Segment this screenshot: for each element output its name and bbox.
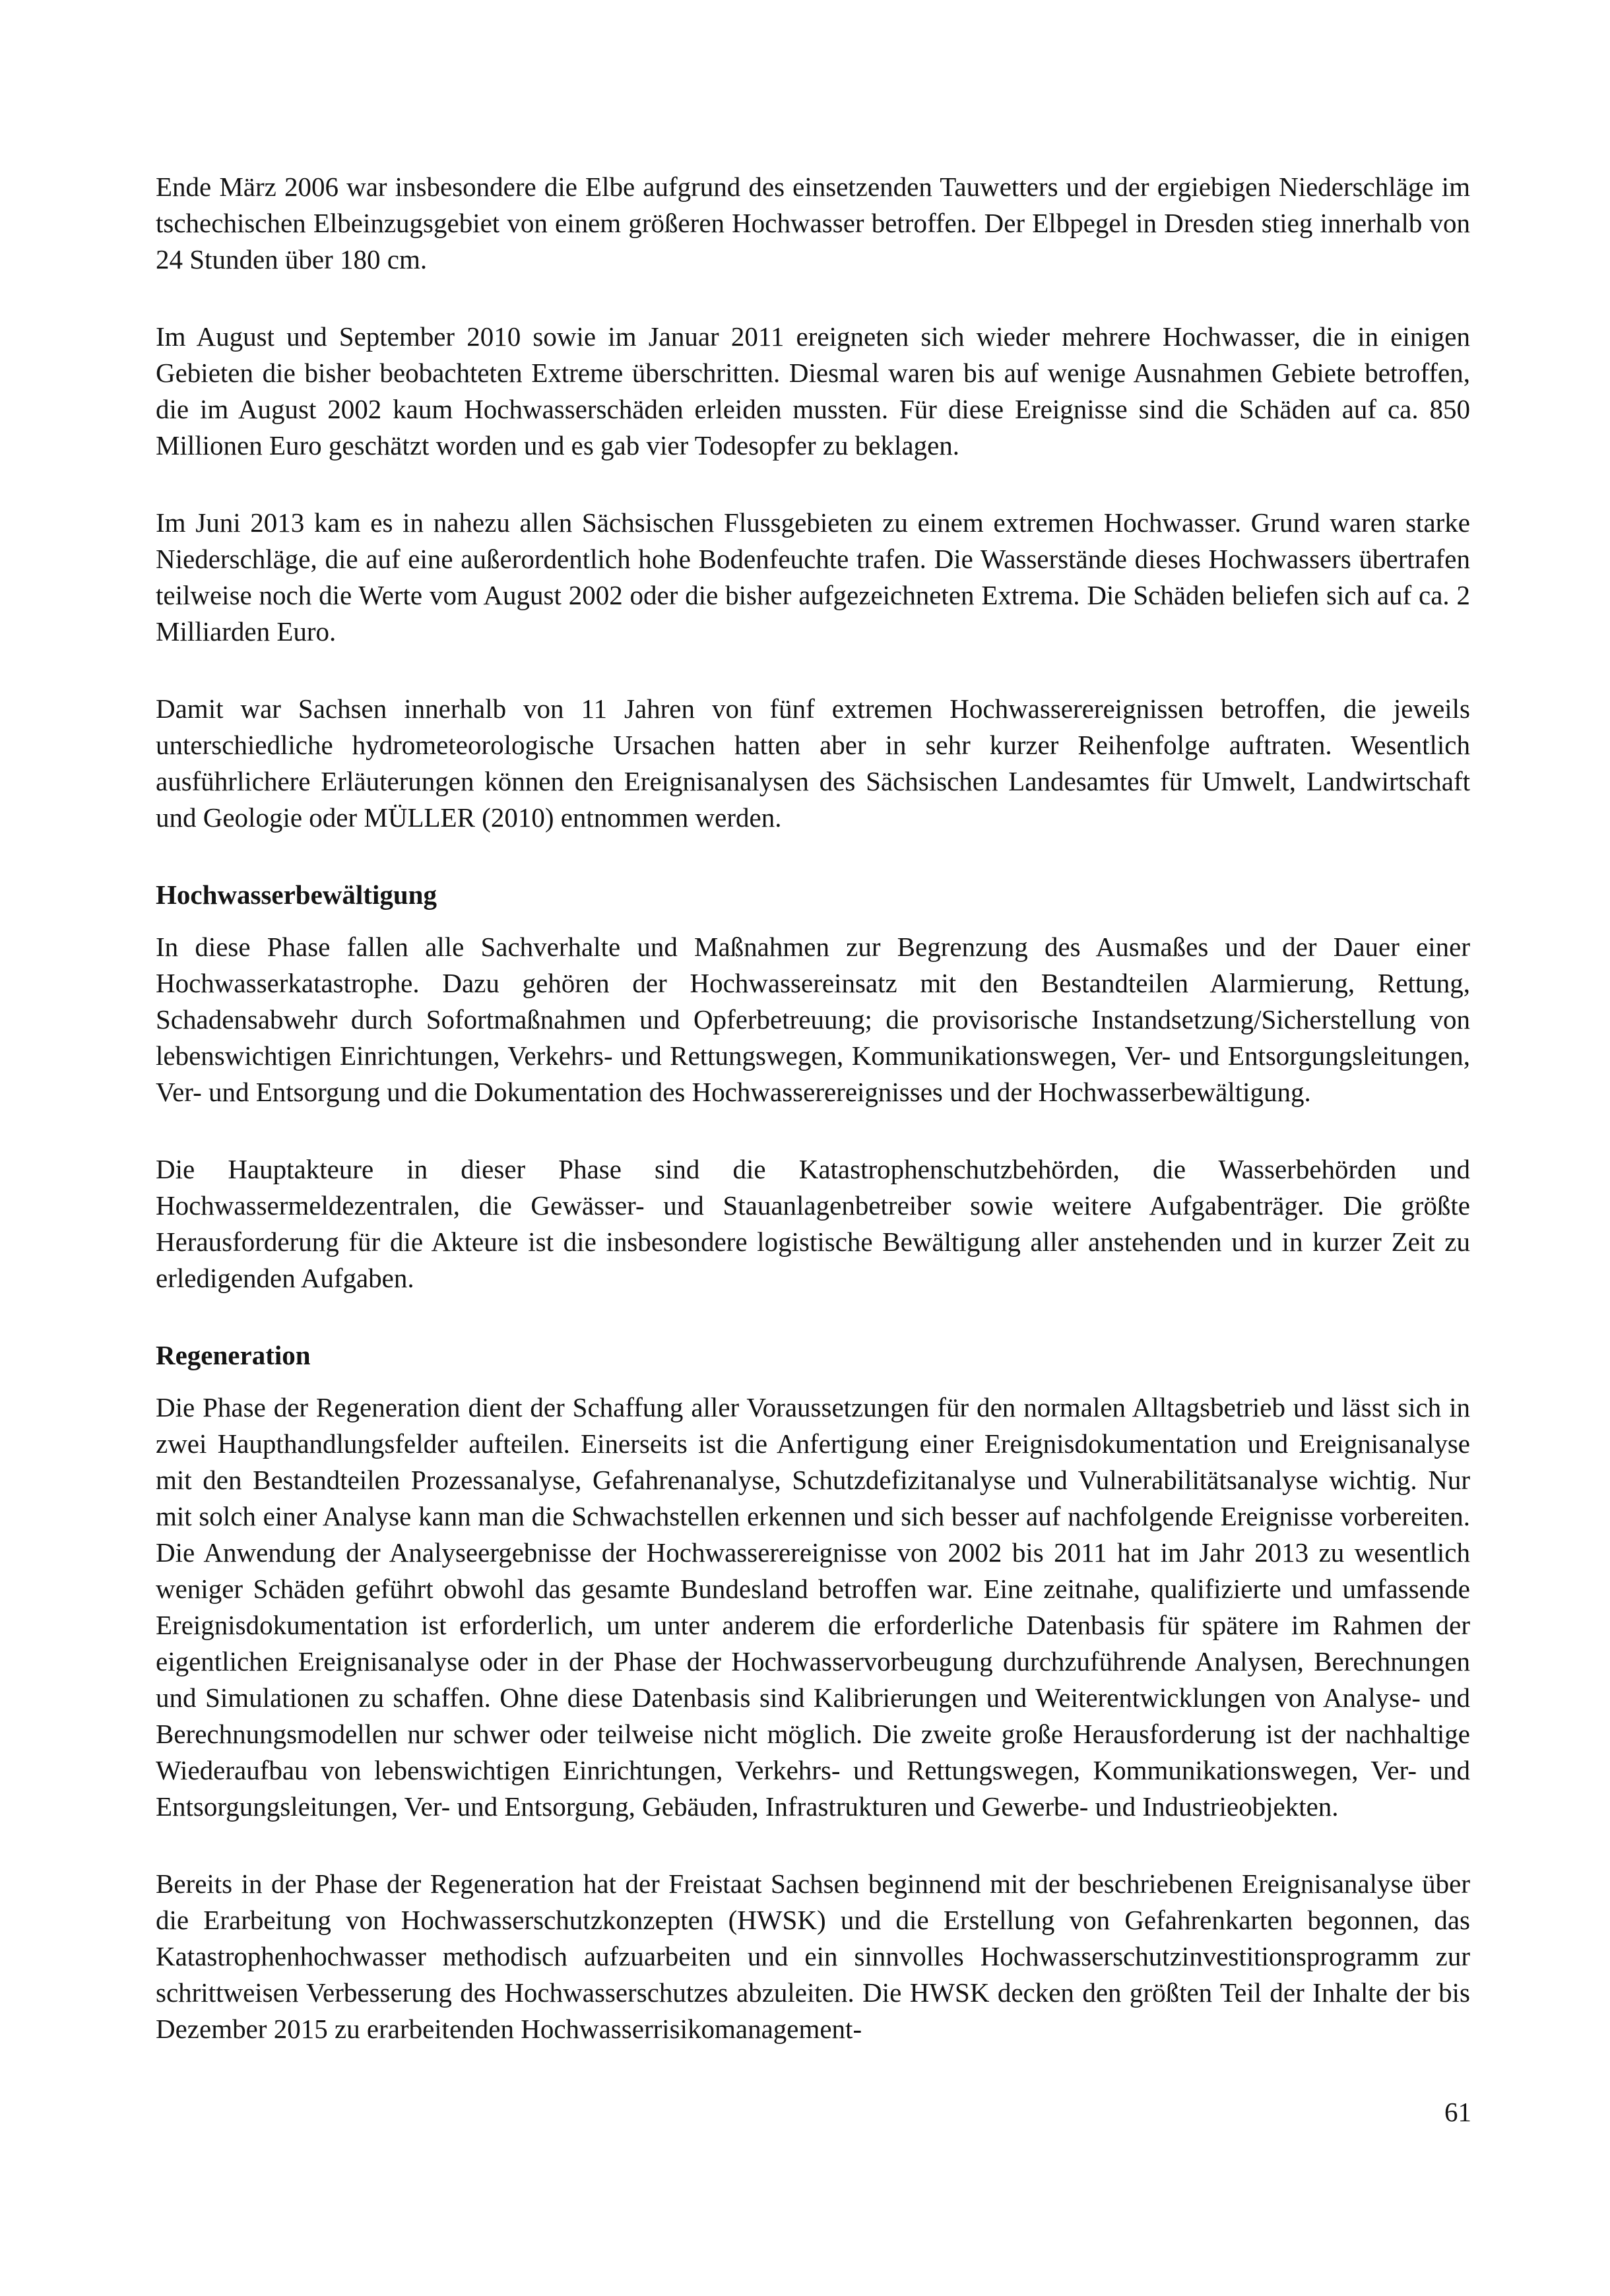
paragraph-summary-11-years: Damit war Sachsen innerhalb von 11 Jahren von fünf extremen Hochwasserereignissen betroffen, die jeweils unterschiedliche hydrometeorologische Ursachen hatten aber in sehr kurzer Reihenfolge auftraten. Wesentlich ausführlichere Erläuterungen können den Ereignisanalysen des Sächsischen Landesamtes für Umwelt, Landwirtschaft und Geologie oder MÜLLER (2010) entnommen werden.: [156, 693, 1470, 833]
paragraph-june-2013: Im Juni 2013 kam es in nahezu allen Sächsischen Flussgebieten zu einem extremen Hochwasser. Grund waren starke Niederschläge, die auf eine außerordentlich hohe Bodenfeuchte trafen. Die Wasserstände dieses Hochwassers übertrafen teilweise noch die Werte vom August 2002 oder die bisher aufgezeichneten Extrema. Die Schäden beliefen sich auf ca. 2 Milliarden Euro.: [156, 507, 1470, 647]
paragraph-hauptakteure: Die Hauptakteure in dieser Phase sind die Katastrophenschutzbehörden, die Wasserbehörden und Hochwassermeldezentralen, die Gewässer- und Stauanlagenbetreiber sowie weitere Aufgabenträger. Die größte Herausforderung für die Akteure ist die insbesondere logistische Bewältigung aller anstehenden und in kurzer Zeit zu erledigenden Aufgaben.: [156, 1154, 1470, 1293]
page-number: 61: [1444, 2097, 1471, 2127]
paragraph-freistaat-sachsen: Bereits in der Phase der Regeneration hat der Freistaat Sachsen beginnend mit der beschriebenen Ereignisanalyse über die Erarbeitung von Hochwasserschutzkonzepten (HWSK) und die Erstellung von Gefahrenkarten begonnen, das Katastrophenhochwasser methodisch aufzuarbeiten und ein sinnvolles Hochwasserschutzinvestitionsprogramm zur schrittweisen Verbesserung des Hochwasserschutzes abzuleiten. Die HWSK decken den größten Teil der Inhalte der bis Dezember 2015 zu erarbeitenden Hochwasserrisikomanagement-: [156, 1868, 1470, 2044]
page-body: [156, 169, 1470, 2047]
heading-hochwasserbewaeltigung: Hochwasserbewältigung: [156, 879, 437, 910]
paragraph-2010-2011: Im August und September 2010 sowie im Januar 2011 ereigneten sich wieder mehrere Hochwasser, die in einigen Gebieten die bisher beobachteten Extreme überschritten. Diesmal waren bis auf wenige Ausnahmen Gebiete betroffen, die im August 2002 kaum Hochwasserschäden erleiden mussten. Für diese Ereignisse sind die Schäden auf ca. 850 Millionen Euro geschätzt worden und es gab vier Todesopfer zu beklagen.: [156, 321, 1470, 461]
paragraph-march-2006: Ende März 2006 war insbesondere die Elbe aufgrund des einsetzenden Tauwetters und der ergiebigen Niederschläge im tschechischen Elbeinzugsgebiet von einem größeren Hochwasser betroffen. Der Elbpegel in Dresden stieg innerhalb von 24 Stunden über 180 cm.: [156, 172, 1470, 274]
paragraph-bewaeltigung-phase: In diese Phase fallen alle Sachverhalte und Maßnahmen zur Begrenzung des Ausmaßes und der Dauer einer Hochwasserkatastrophe. Dazu gehören der Hochwassereinsatz mit den Bestandteilen Alarmierung, Rettung, Schadensabwehr durch Sofortmaßnahmen und Opferbetreuung; die provisorische Instandsetzung/Sicherstellung von lebenswichtigen Einrichtungen, Verkehrs- und Rettungswegen, Kommunikationswegen, Ver- und Entsorgungsleitungen, Ver- und Entsorgung und die Dokumentation des Hochwasserereignisses und der Hochwasserbewältigung.: [156, 932, 1470, 1107]
paragraph-regeneration-phase: Die Phase der Regeneration dient der Schaffung aller Voraussetzungen für den normalen Alltagsbetrieb und lässt sich in zwei Haupthandlungsfelder aufteilen. Einerseits ist die Anfertigung einer Ereignisdokumentation und Ereignisanalyse mit den Bestandteilen Prozessanalyse, Gefahrenanalyse, Schutzdefizitanalyse und Vulnerabilitätsanalyse wichtig. Nur mit solch einer Analyse kann man die Schwachstellen erkennen und sich besser auf nachfolgende Ereignisse vorbereiten. Die Anwendung der Analyseergebnisse der Hochwasserereignisse von 2002 bis 2011 hat im Jahr 2013 zu wesentlich weniger Schäden geführt obwohl das gesamte Bundesland betroffen war. Eine zeitnahe, qualifizierte und umfassende Ereignisdokumentation ist erforderlich, um unter anderem die erforderliche Datenbasis für spätere im Rahmen der eigentlichen Ereignisanalyse oder in der Phase der Hochwasservorbeugung durchzuführende Analysen, Berechnungen und Simulationen zu schaffen. Ohne diese Datenbasis sind Kalibrierungen und Weiterentwicklungen von Analyse- und Berechnungsmodellen nur schwer oder teilweise nicht möglich. Die zweite große Herausforderung ist der nachhaltige Wiederaufbau von lebenswichtigen Einrichtungen, Verkehrs- und Rettungswegen, Kommunikationswegen, Ver- und Entsorgungsleitungen, Ver- und Entsorgung, Gebäuden, Infrastrukturen und Gewerbe- und Industrieobjekten.: [156, 1392, 1470, 1822]
heading-regeneration: Regeneration: [156, 1340, 311, 1370]
